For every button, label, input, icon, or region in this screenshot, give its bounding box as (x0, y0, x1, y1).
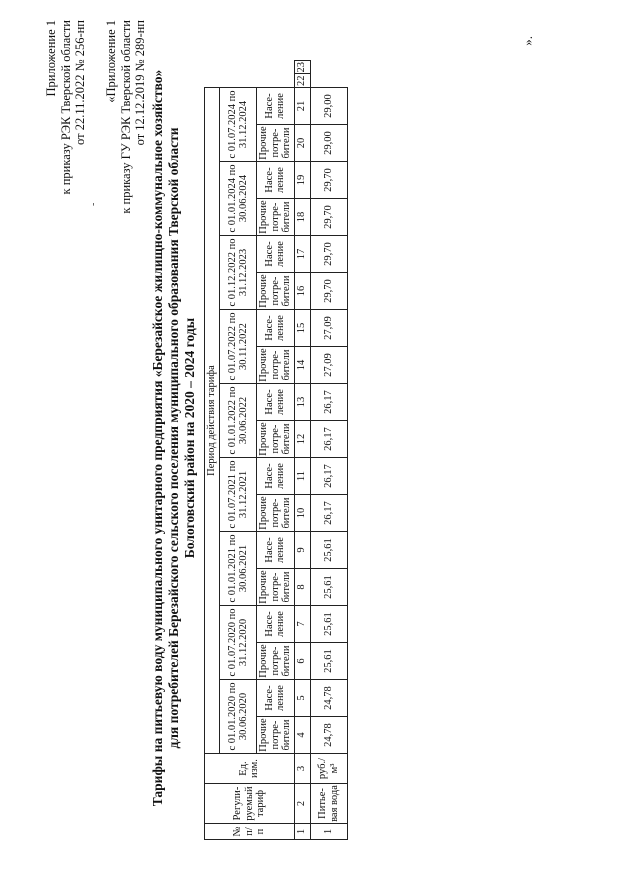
header-line: к приказу РЭК Тверской области (58, 20, 73, 195)
subheader-other: Прочие потре-бители (258, 570, 292, 604)
column-number-cell: 16 (294, 273, 310, 310)
table-row (310, 61, 347, 840)
value-cell: 25,61 (310, 532, 347, 569)
value-cell: 25,61 (310, 643, 347, 680)
column-number-cell: 14 (294, 347, 310, 384)
column-number-cell: 18 (294, 199, 310, 236)
title-line: Бологовский район на 2020 – 2024 годы (182, 317, 197, 559)
column-number-cell: 17 (294, 236, 310, 273)
subheader-population: Насе-ление (257, 162, 295, 199)
period-cell: с 01.01.2024 по 30.06.2024 (220, 162, 257, 236)
value-cell: 29,00 (310, 88, 347, 125)
subheader-population: Насе-ление (257, 236, 295, 273)
header-cell-period: Период действия тарифа (205, 88, 220, 754)
header-cell-no: № п/ п (205, 824, 295, 840)
subheader-population: Насе-ление (257, 88, 295, 125)
period-cell: с 01.07.2024 по 31.12.2024 (220, 88, 257, 162)
value-cell: 26,17 (310, 458, 347, 495)
subheader-population: Насе-ление (257, 532, 295, 569)
header-line: «Приложение 1 (104, 20, 118, 103)
period-cell: с 01.12.2022 по 31.12.2023 (220, 236, 257, 310)
subheader-other: Прочие потре-бители (258, 718, 292, 752)
column-number-cell: 22 (294, 74, 310, 88)
subheader-population: Насе-ление (257, 680, 295, 717)
subheader-other: Прочие потре-бители (258, 200, 292, 234)
period-cell: с 01.01.2020 по 30.06.2020 (220, 680, 257, 754)
header-line: от 22.11.2022 № 256-нп (73, 20, 87, 145)
title-line: Тарифы на питьевую воду муниципального унитарного предприятия «Березайское жилищно-коммунальное хозяйство» (150, 69, 165, 807)
subheader-population: Насе-ление (257, 458, 295, 495)
period-cell: с 01.01.2021 по 30.06.2021 (220, 532, 257, 606)
value-cell: 24,78 (310, 680, 347, 717)
column-number-cell: 1 (294, 824, 310, 840)
column-number-row (294, 61, 310, 840)
tariff-table (204, 60, 348, 840)
column-number-cell: 6 (294, 643, 310, 680)
value-cell: 29,70 (310, 199, 347, 236)
column-number-cell: 7 (294, 606, 310, 643)
subheader-population: Насе-ление (257, 384, 295, 421)
header-cell-tariff: Регули-руемый тариф (205, 784, 295, 824)
stray-mark: - (88, 202, 99, 206)
appendix-header-original (104, 20, 148, 214)
value-cell: 24,78 (310, 717, 347, 754)
period-cell: с 01.07.2021 по 31.12.2021 (220, 458, 257, 532)
period-cell: с 01.07.2020 по 31.12.2020 (220, 606, 257, 680)
subheader-population: Насе-ление (257, 310, 295, 347)
value-cell: 29,70 (310, 162, 347, 199)
column-number-cell: 15 (294, 310, 310, 347)
header-line: к приказу ГУ РЭК Тверской области (118, 20, 133, 214)
value-cell: 29,00 (310, 125, 347, 162)
column-number-cell: 21 (294, 88, 310, 125)
subheader-other: Прочие потре-бители (258, 496, 292, 530)
column-number-cell: 12 (294, 421, 310, 458)
value-cell: 26,17 (310, 495, 347, 532)
column-number-cell: 9 (294, 532, 310, 569)
header-line: Приложение 1 (44, 20, 58, 97)
column-number-cell: 19 (294, 162, 310, 199)
column-number-cell: 20 (294, 125, 310, 162)
value-cell: 29,70 (310, 236, 347, 273)
period-cell: с 01.01.2022 по 30.06.2022 (220, 384, 257, 458)
value-cell: 26,17 (310, 384, 347, 421)
value-cell: 29,70 (310, 273, 347, 310)
column-number-cell: 23 (294, 61, 310, 75)
row-unit-cell: руб./м³ (310, 754, 347, 784)
value-cell: 27,09 (310, 310, 347, 347)
column-number-cell: 3 (294, 754, 310, 784)
header-cell-unit: Ед. изм. (205, 754, 295, 784)
subheader-other: Прочие потре-бители (258, 644, 292, 678)
value-cell: 25,61 (310, 606, 347, 643)
subheader-row (257, 61, 295, 840)
column-number-cell: 8 (294, 569, 310, 606)
column-number-cell: 4 (294, 717, 310, 754)
subheader-other: Прочие потре-бители (258, 348, 292, 382)
value-cell: 26,17 (310, 421, 347, 458)
column-number-cell: 13 (294, 384, 310, 421)
column-number-cell: 11 (294, 458, 310, 495)
value-cell: 27,09 (310, 347, 347, 384)
closing-quote: ». (520, 36, 535, 46)
subheader-other: Прочие потре-бители (258, 422, 292, 456)
column-number-cell: 2 (294, 784, 310, 824)
subheader-other: Прочие потре-бители (258, 274, 292, 308)
title-line: для потребителей Березайского сельского поселения муниципального образования Тверской области (166, 127, 181, 749)
subheader-population: Насе-ление (257, 606, 295, 643)
subheader-other: Прочие потре-бители (258, 126, 292, 160)
column-number-cell: 10 (294, 495, 310, 532)
document-title (150, 20, 198, 856)
period-header-row (220, 61, 257, 840)
header-line: от 12.12.2019 № 289-нп (133, 20, 147, 146)
row-tariff-cell: Питье-вая вода (310, 784, 347, 824)
column-number-cell: 5 (294, 680, 310, 717)
value-cell: 25,61 (310, 569, 347, 606)
row-no-cell: 1 (310, 824, 347, 840)
appendix-header-current (44, 20, 88, 194)
period-cell: с 01.07.2022 по 30.11.2022 (220, 310, 257, 384)
